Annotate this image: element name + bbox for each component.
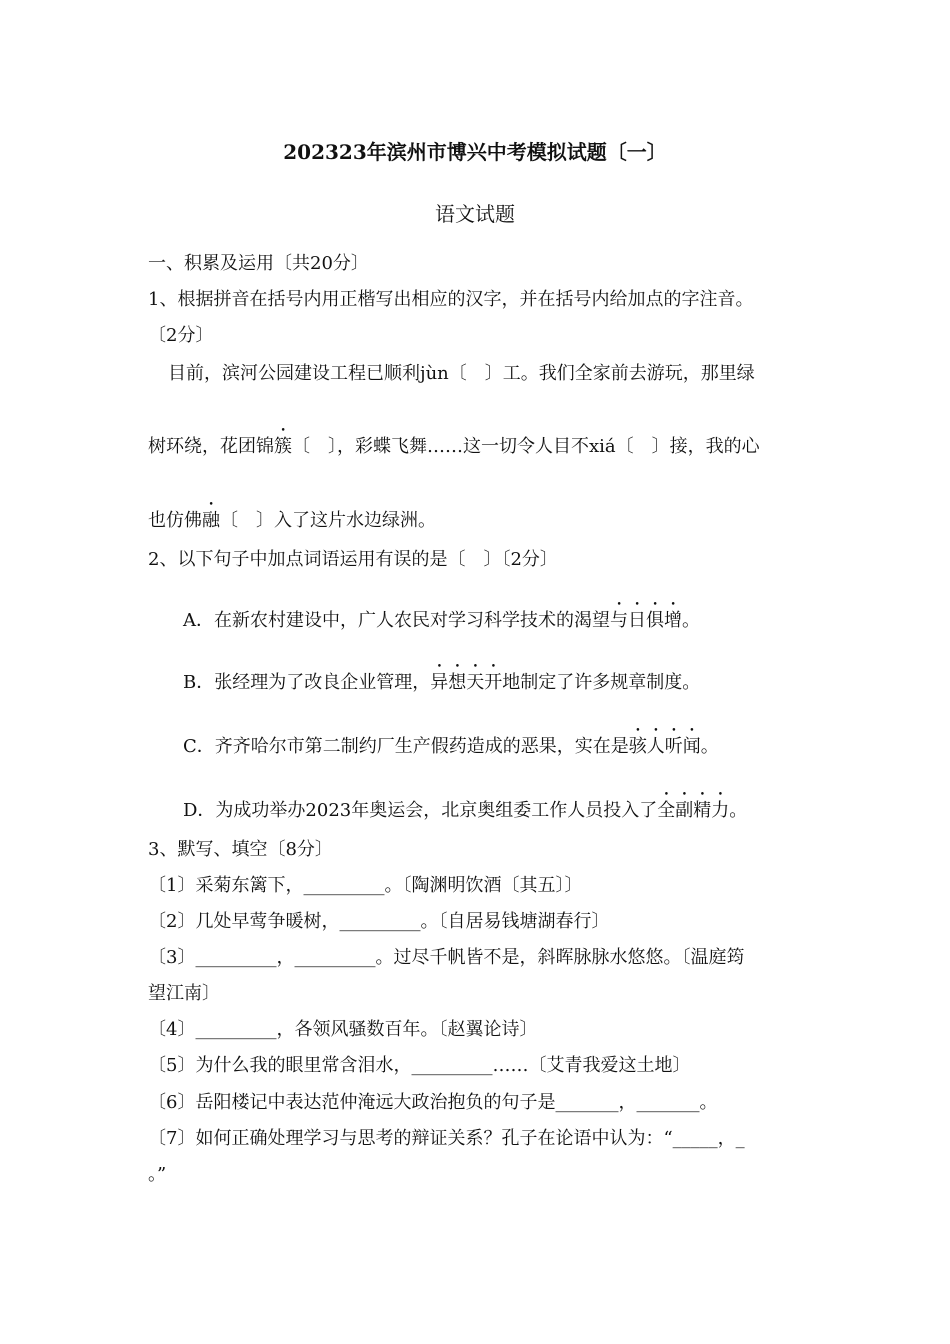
option-text: 。: [729, 800, 748, 821]
q1-stem-line1: 1、根据拼音在括号内用正楷写出相应的汉字，并在括号内给加点的字注音。: [148, 289, 754, 310]
q1-dotted-char: 融: [202, 510, 220, 531]
dotted-phrase: 全副精力: [657, 800, 730, 821]
section1-heading: 一、积累及运用〔共20分〕: [148, 253, 369, 274]
dotted-phrase: 与日俱增: [610, 610, 682, 631]
option-text: 地制定了许多规章制度。: [502, 672, 701, 693]
q3-item-5: 〔5〕为什么我的眼里常含泪水，_________……〔艾青我爱这土地〕: [148, 1055, 691, 1076]
q2-option-b: [183, 662, 810, 695]
option-text: 。: [682, 610, 700, 631]
q3-item-7-line1: 〔7〕如何正确处理学习与思考的辩证关系？孔子在论语中认为：“_____，_: [148, 1128, 745, 1149]
q3-item-6: 〔6〕岳阳楼记中表达范仲淹远大政治抱负的句子是_______，_______。: [148, 1092, 718, 1113]
q1-passage-text: 〔 〕，彩蝶飞舞……这一切令人目不xiá〔 〕接，我的心: [292, 436, 760, 457]
q1-dotted-char: 簇: [274, 436, 292, 457]
q3-item-1: 〔1〕采菊东篱下，_________。〔陶渊明饮酒〔其五〕〕: [148, 875, 583, 896]
q1-passage-text: 〔 〕入了这片水边绿洲。: [220, 510, 436, 531]
option-text: B．张经理为了改良企业管理，: [183, 672, 431, 693]
q2-stem: 2、以下句子中加点词语运用有误的是〔 〕〔2分〕: [148, 549, 558, 570]
q1-stem-line2: 〔2分〕: [148, 325, 214, 346]
q3-stem: 3、默写、填空〔8分〕: [148, 839, 333, 860]
q3-item-4: 〔4〕_________，各领风骚数百年。〔赵翼论诗〕: [148, 1019, 538, 1040]
q1-passage-line1: 目前，滨河公园建设工程已顺利jùn〔 〕工。我们全家前去游玩，那里绿: [168, 363, 755, 384]
option-text: C．齐齐哈尔市第二制约厂生产假药造成的恶果，实在是: [183, 736, 629, 757]
q3-item-7-line2: 。”: [148, 1164, 167, 1185]
q2-option-a: [183, 600, 810, 633]
exam-title: 202323年滨州市博兴中考模拟试题〔一〕: [283, 140, 667, 164]
q1-passage-text: 树环绕，花团锦: [148, 436, 274, 457]
q3-item-2: 〔2〕几处早莺争暖树，_________。〔自居易钱塘湖春行〕: [148, 911, 610, 932]
q3-item-3-line1: 〔3〕_________，_________。过尽千帆皆不是，斜晖脉脉水悠悠。〔温庭筠: [148, 947, 745, 968]
q3-item-3-line2: 望江南〕: [148, 983, 220, 1004]
dotted-phrase: 异想天开: [430, 672, 503, 693]
q1-passage-line3: [148, 500, 810, 533]
exam-subtitle: 语文试题: [435, 202, 515, 226]
q2-option-c: [183, 726, 810, 759]
option-text: A．在新农村建设中，广人农民对学习科学技术的渴望: [183, 610, 610, 631]
dotted-phrase: 骇人听闻: [628, 736, 701, 757]
q2-option-d: [183, 790, 810, 823]
option-text: 。: [700, 736, 719, 757]
q1-passage-text: 也仿佛: [148, 510, 202, 531]
option-text: D．为成功举办2023年奥运会，北京奥组委工作人员投入了: [183, 800, 658, 821]
q1-passage-line2: [148, 426, 810, 459]
